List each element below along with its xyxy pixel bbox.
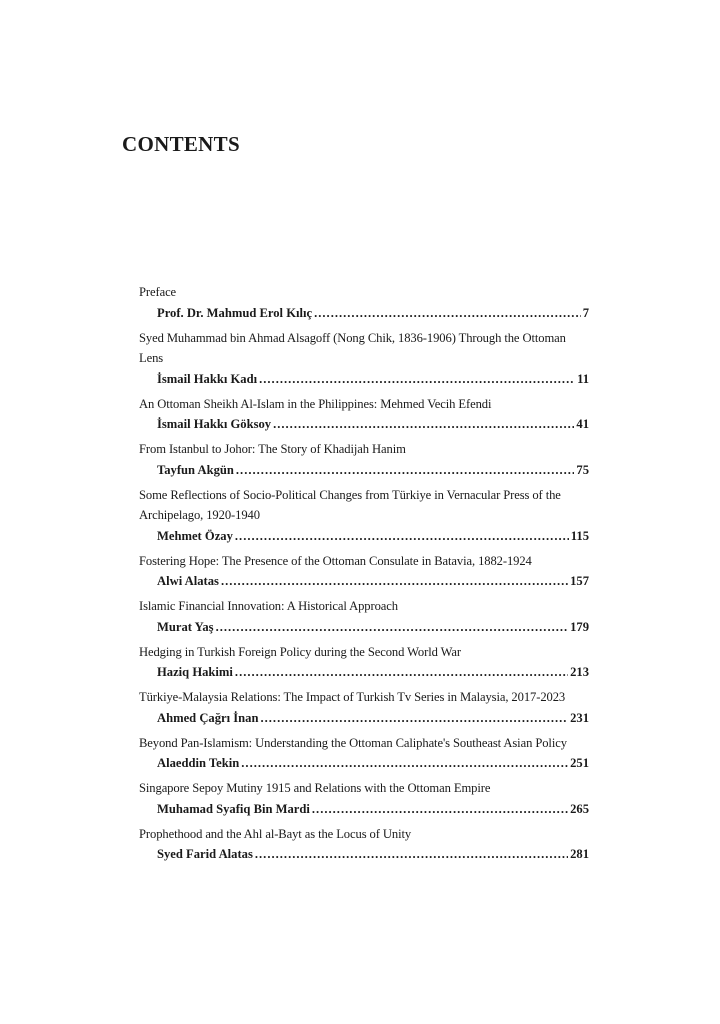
entry-author-line [139, 844, 589, 864]
dot-leader [260, 708, 568, 728]
entry-author-line [139, 369, 589, 389]
entry-page-number: 179 [570, 619, 589, 634]
toc-entry [139, 328, 589, 389]
entry-page-number: 265 [570, 801, 589, 816]
dot-leader [312, 799, 568, 819]
toc-entry [139, 596, 589, 637]
entry-author-line [139, 526, 589, 546]
entry-author: Alaeddin Tekin [157, 756, 240, 770]
dot-leader [235, 526, 569, 546]
toc-entry [139, 824, 589, 865]
dot-leader [235, 662, 568, 682]
entry-page-number: 213 [570, 665, 589, 679]
entry-page-number: 231 [570, 710, 589, 725]
entry-author-line [139, 617, 589, 637]
entry-author-line [139, 753, 589, 773]
entry-author: Tayfun Akgün [157, 462, 234, 477]
entry-author: İsmail Hakkı Kadı [157, 371, 258, 386]
entry-author-line [139, 460, 589, 480]
entry-author-line [139, 662, 589, 682]
toc-entry [139, 485, 589, 546]
entry-author-line [139, 708, 589, 728]
entry-title: Türkiye-Malaysia Relations: The Impact of Turkish Tv Series in Malaysia, 2017-2023 [139, 690, 566, 704]
entry-page-number: 41 [576, 417, 589, 431]
entry-author: Haziq Hakimi [157, 665, 233, 679]
entry-author: Alwi Alatas [157, 574, 219, 588]
dot-leader [255, 844, 568, 864]
entry-author: Muhamad Syafiq Bin Mardi [157, 801, 310, 816]
entry-title: Hedging in Turkish Foreign Policy during the Second World War [139, 644, 461, 659]
entry-page-number: 11 [577, 371, 589, 386]
entry-author: Mehmet Özay [157, 528, 233, 543]
toc-entry [139, 282, 589, 323]
dot-leader [221, 571, 568, 591]
entry-author: Ahmed Çağrı İnan [157, 710, 259, 725]
entry-title: Preface [139, 285, 177, 299]
toc-entry [139, 687, 589, 728]
entry-author: İsmail Hakkı Göksoy [157, 417, 272, 431]
entry-page-number: 281 [570, 847, 589, 861]
table-of-contents [139, 282, 589, 869]
entry-page-number: 157 [570, 574, 589, 588]
dot-leader [241, 753, 568, 773]
entry-author: Murat Yaş [157, 619, 214, 634]
toc-entry [139, 642, 589, 683]
entry-page-number: 251 [570, 756, 589, 770]
entry-page-number: 115 [570, 528, 589, 543]
entry-title: Singapore Sepoy Mutiny 1915 and Relations with the Ottoman Empire [139, 781, 491, 795]
entry-title: Beyond Pan-Islamism: Understanding the Ottoman Caliphate's Southeast Asian Policy [139, 735, 567, 750]
entry-title: An Ottoman Sheikh Al-Islam in the Philippines: Mehmed Vecih Efendi [139, 396, 492, 411]
entry-title: From Istanbul to Johor: The Story of Khadijah Hanim [139, 442, 406, 456]
dot-leader [259, 369, 575, 389]
entry-page-number: 7 [582, 305, 589, 320]
entry-author-line [139, 414, 589, 434]
entry-title: Prophethood and the Ahl al-Bayt as the Locus of Unity [139, 826, 412, 841]
entry-author-line [139, 303, 589, 323]
entry-title: Fostering Hope: The Presence of the Ottoman Consulate in Batavia, 1882-1924 [139, 553, 532, 568]
page-title: CONTENTS [122, 132, 240, 156]
entry-author-line [139, 799, 589, 819]
toc-entry [139, 439, 589, 480]
entry-page-number: 75 [576, 462, 589, 477]
toc-entry [139, 394, 589, 435]
toc-entry [139, 733, 589, 774]
dot-leader [314, 303, 581, 323]
entry-title: Syed Muhammad bin Ahmad Alsagoff (Nong Chik, 1836-1906) Through the Ottoman Lens [139, 330, 566, 365]
entry-author: Prof. Dr. Mahmud Erol Kılıç [157, 305, 313, 320]
entry-author-line [139, 571, 589, 591]
dot-leader [216, 617, 569, 637]
dot-leader [273, 414, 574, 434]
dot-leader [236, 460, 575, 480]
entry-title: Some Reflections of Socio-Political Changes from Türkiye in Vernacular Press of the Archipelago, 1920-1940 [139, 487, 561, 522]
toc-entry [139, 551, 589, 592]
entry-title: Islamic Financial Innovation: A Historical Approach [139, 599, 398, 613]
entry-author: Syed Farid Alatas [157, 847, 253, 861]
toc-entry [139, 778, 589, 819]
